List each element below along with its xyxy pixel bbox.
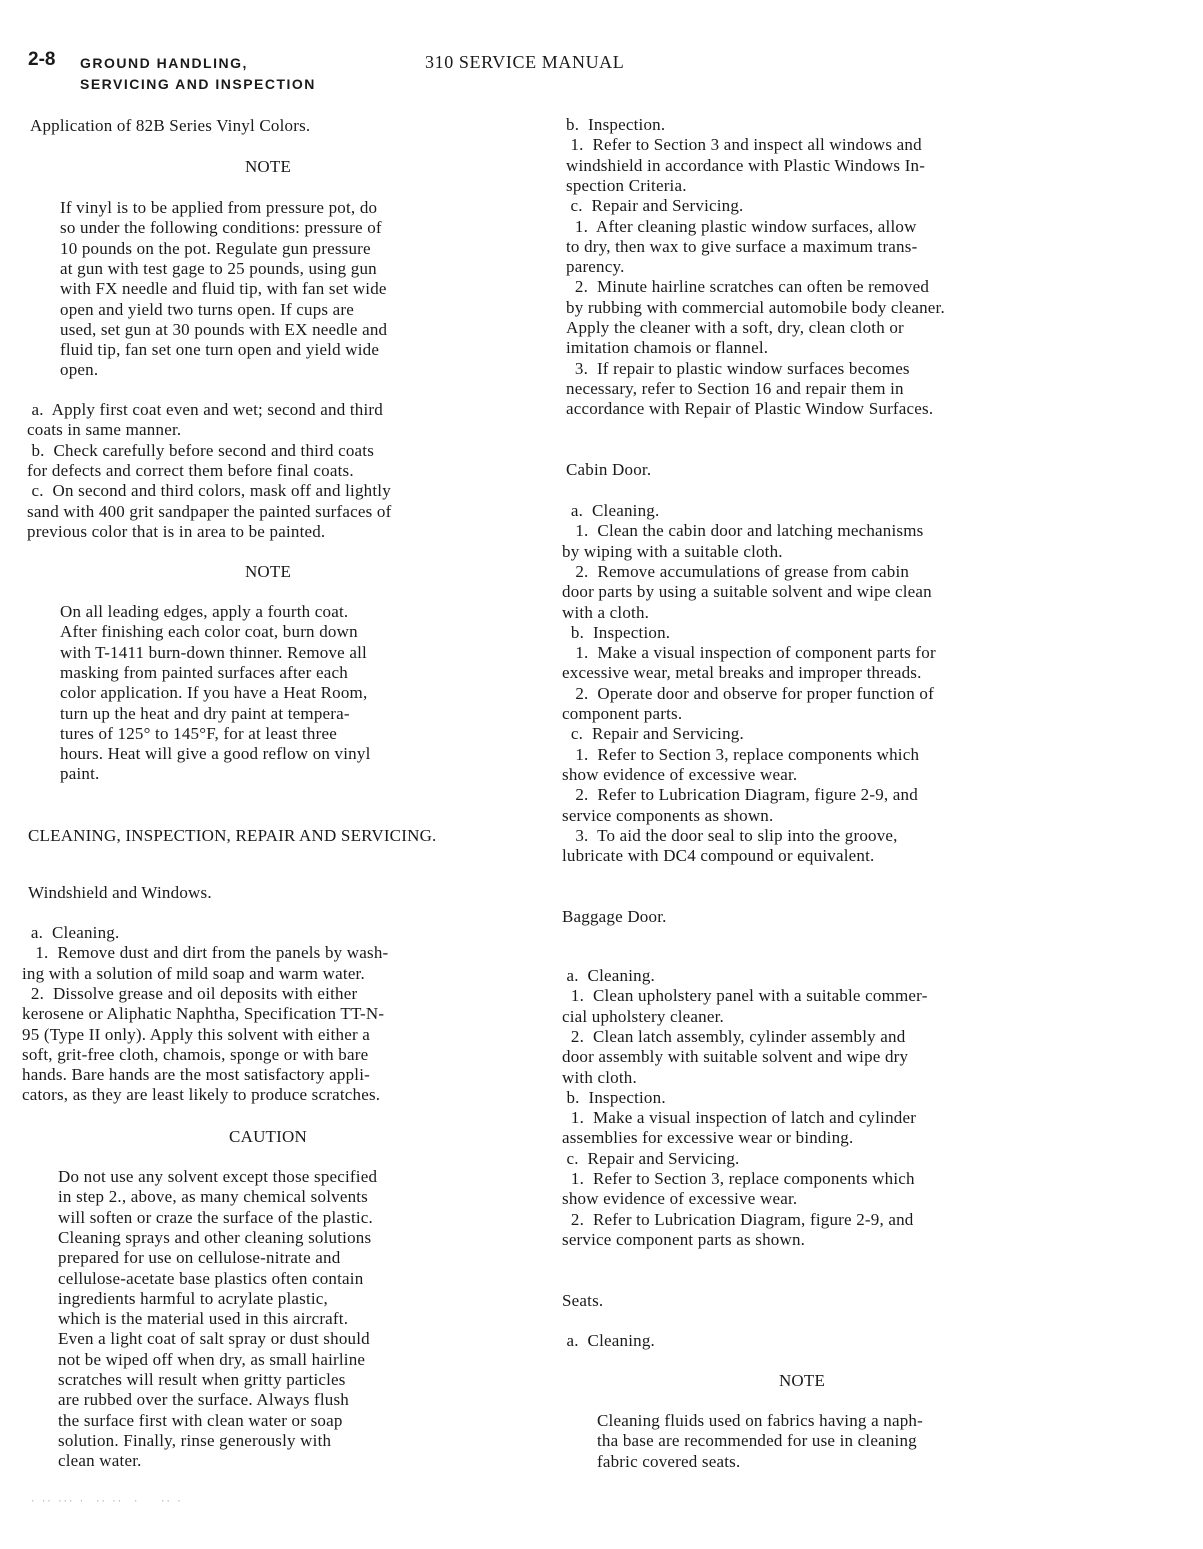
text-line: 2. Refer to Lubrication Diagram, figure 2-9, and (562, 785, 918, 805)
text-line: tha base are recommended for use in cleaning (597, 1431, 917, 1451)
text-line: cial upholstery cleaner. (562, 1006, 724, 1026)
text-line: 2. Refer to Lubrication Diagram, figure 2-9, and (562, 1209, 914, 1229)
text-line: 2. Minute hairline scratches can often be removed (566, 277, 930, 297)
text-line: a. Cleaning. (22, 923, 120, 942)
text-line: cellulose-acetate base plastics often contain (58, 1268, 364, 1288)
text-line: 1. Refer to Section 3, replace components which (562, 744, 920, 764)
text-line: 3. If repair to plastic window surfaces becomes (566, 358, 910, 378)
text-line: hands. Bare hands are the most satisfactory appli- (22, 1065, 371, 1085)
text-line: fabric covered seats. (597, 1451, 741, 1471)
text-line: If vinyl is to be applied from pressure pot, do (60, 198, 378, 217)
caution-label: CAUTION (229, 1127, 307, 1146)
text-line: windshield in accordance with Plastic Windows In- (566, 155, 926, 175)
text-line: 1. Refer to Section 3, replace components which (562, 1169, 915, 1188)
text-line: c. Repair and Servicing. (566, 196, 744, 216)
manual-title: 310 SERVICE MANUAL (425, 52, 625, 72)
text-line: parency. (566, 257, 625, 277)
text-line: b. Inspection. (562, 1087, 666, 1107)
text-line: are rubbed over the surface. Always flush (58, 1390, 349, 1410)
text-line: the surface first with clean water or soap (58, 1410, 343, 1430)
text-line: Cleaning fluids used on fabrics having a naph- (597, 1411, 923, 1430)
seats-heading: Seats. (562, 1291, 604, 1310)
text-line: open and yield two turns open. If cups are (60, 299, 355, 319)
text-line: 2. Dissolve grease and oil deposits with either (22, 983, 358, 1003)
text-line: fluid tip, fan set one turn open and yield wide (60, 340, 380, 360)
text-line: b. Check carefully before second and third coats (27, 440, 375, 460)
text-line: 1. After cleaning plastic window surfaces, allow (566, 216, 917, 236)
text-line: cators, as they are least likely to produce scratches. (22, 1085, 381, 1105)
text-line: with T-1411 burn-down thinner. Remove all (60, 642, 367, 662)
text-line: 1. Make a visual inspection of component parts for (562, 643, 936, 663)
text-line: with FX needle and fluid tip, with fan set wide (60, 279, 387, 299)
text-line: so under the following conditions: pressure of (60, 218, 382, 238)
text-line: to dry, then wax to give surface a maximum trans- (566, 236, 918, 256)
text-line: Cleaning sprays and other cleaning solutions (58, 1227, 372, 1247)
text-line: soft, grit-free cloth, chamois, sponge or with bare (22, 1044, 369, 1064)
text-line: paint. (60, 764, 100, 784)
text-line: service component parts as shown. (562, 1229, 806, 1249)
baggage-door-heading: Baggage Door. (562, 907, 667, 926)
text-line: color application. If you have a Heat Room, (60, 683, 368, 703)
text-line: show evidence of excessive wear. (562, 1189, 798, 1209)
cabin-door-heading: Cabin Door. (566, 460, 652, 479)
text-line: assemblies for excessive wear or binding. (562, 1128, 854, 1148)
text-line: c. Repair and Servicing. (562, 724, 744, 744)
text-line: turn up the heat and dry paint at tempera- (60, 703, 350, 723)
seats-cleaning: a. Cleaning. (562, 1331, 655, 1350)
text-line: scratches will result when gritty particles (58, 1370, 346, 1389)
text-line: by wiping with a suitable cloth. (562, 541, 783, 561)
text-line: accordance with Repair of Plastic Window Surfaces. (566, 399, 934, 419)
vinyl-heading: Application of 82B Series Vinyl Colors. (30, 116, 311, 135)
text-line: necessary, refer to Section 16 and repair them in (566, 378, 904, 398)
text-line: open. (60, 360, 99, 380)
text-line: for defects and correct them before final coats. (27, 460, 354, 480)
text-line: b. Inspection. (566, 115, 666, 134)
note-label-3: NOTE (778, 1371, 826, 1390)
text-line: service components as shown. (562, 805, 774, 825)
note-label-1: NOTE (244, 157, 292, 176)
text-line: lubricate with DC4 compound or equivalent. (562, 846, 875, 866)
page-number: 2-8 (28, 49, 56, 70)
text-line: Apply the cleaner with a soft, dry, clean cloth or (566, 318, 904, 337)
text-line: 1. Remove dust and dirt from the panels by wash- (22, 943, 389, 963)
text-line: hours. Heat will give a good reflow on vinyl (60, 744, 371, 764)
text-line: excessive wear, metal breaks and improper threads. (562, 663, 922, 683)
text-line: with a cloth. (562, 602, 650, 622)
text-line: 2. Remove accumulations of grease from cabin (562, 561, 910, 581)
text-line: ingredients harmful to acrylate plastic, (58, 1288, 328, 1308)
text-line: by rubbing with commercial automobile body cleaner. (566, 297, 945, 317)
text-line: show evidence of excessive wear. (562, 764, 798, 784)
text-line: solution. Finally, rinse generously with (58, 1430, 332, 1450)
text-line: ing with a solution of mild soap and warm water. (22, 963, 365, 983)
text-line: 2. Clean latch assembly, cylinder assembly and (562, 1026, 906, 1046)
text-line: tures of 125° to 145°F, for at least three (60, 723, 337, 743)
text-line: kerosene or Aliphatic Naphtha, Specification TT-N- (22, 1004, 385, 1024)
text-line: a. Cleaning. (562, 501, 660, 520)
text-line: c. Repair and Servicing. (562, 1148, 740, 1168)
text-line: door assembly with suitable solvent and wipe dry (562, 1047, 909, 1067)
text-line: coats in same manner. (27, 420, 182, 440)
text-line: sand with 400 grit sandpaper the painted surfaces of (27, 501, 392, 521)
scan-smudge: · ·· ··· · ·· ·· · ·· · (30, 1497, 182, 1507)
text-line: On all leading edges, apply a fourth coat. (60, 602, 349, 621)
text-line: clean water. (58, 1451, 142, 1471)
text-line: 1. Make a visual inspection of latch and cylinder (562, 1108, 917, 1128)
text-line: 95 (Type II only). Apply this solvent with either a (22, 1024, 371, 1044)
text-line: prepared for use on cellulose-nitrate and (58, 1248, 341, 1268)
text-line: at gun with test gage to 25 pounds, using gun (60, 258, 377, 278)
section-title-line2: SERVICING AND INSPECTION (80, 76, 316, 92)
note-label-2: NOTE (244, 562, 292, 581)
text-line: a. Cleaning. (562, 966, 655, 985)
text-line: not be wiped off when dry, as small hairline (58, 1349, 366, 1369)
text-line: will soften or craze the surface of the plastic. (58, 1207, 373, 1227)
text-line: Do not use any solvent except those specified (58, 1167, 378, 1186)
text-line: in step 2., above, as many chemical solvents (58, 1187, 369, 1207)
text-line: door parts by using a suitable solvent and wipe clean (562, 582, 932, 602)
section-title-line1: GROUND HANDLING, (80, 55, 248, 71)
text-line: 1. Clean upholstery panel with a suitable commer- (562, 986, 928, 1006)
text-line: with cloth. (562, 1067, 637, 1087)
text-line: b. Inspection. (562, 622, 671, 642)
text-line: spection Criteria. (566, 175, 687, 195)
text-line: a. Apply first coat even and wet; second and third (27, 400, 383, 419)
text-line: 10 pounds on the pot. Regulate gun pressure (60, 238, 371, 258)
text-line: component parts. (562, 704, 683, 723)
text-line: 2. Operate door and observe for proper function of (562, 683, 934, 703)
text-line: Even a light coat of salt spray or dust should (58, 1329, 370, 1349)
cleaning-heading: CLEANING, INSPECTION, REPAIR AND SERVICING. (28, 826, 437, 845)
text-line: 3. To aid the door seal to slip into the groove, (562, 825, 898, 845)
text-line: masking from painted surfaces after each (60, 662, 348, 682)
text-line: 1. Clean the cabin door and latching mechanisms (562, 521, 924, 541)
text-line: which is the material used in this aircraft. (58, 1309, 349, 1329)
text-line: 1. Refer to Section 3 and inspect all windows and (566, 135, 922, 155)
text-line: imitation chamois or flannel. (566, 338, 769, 358)
text-line: After finishing each color coat, burn down (60, 622, 358, 642)
text-line: used, set gun at 30 pounds with EX needle and (60, 319, 388, 339)
windshield-heading: Windshield and Windows. (28, 883, 212, 902)
text-line: c. On second and third colors, mask off and lightly (27, 481, 391, 501)
text-line: previous color that is in area to be painted. (27, 521, 326, 541)
